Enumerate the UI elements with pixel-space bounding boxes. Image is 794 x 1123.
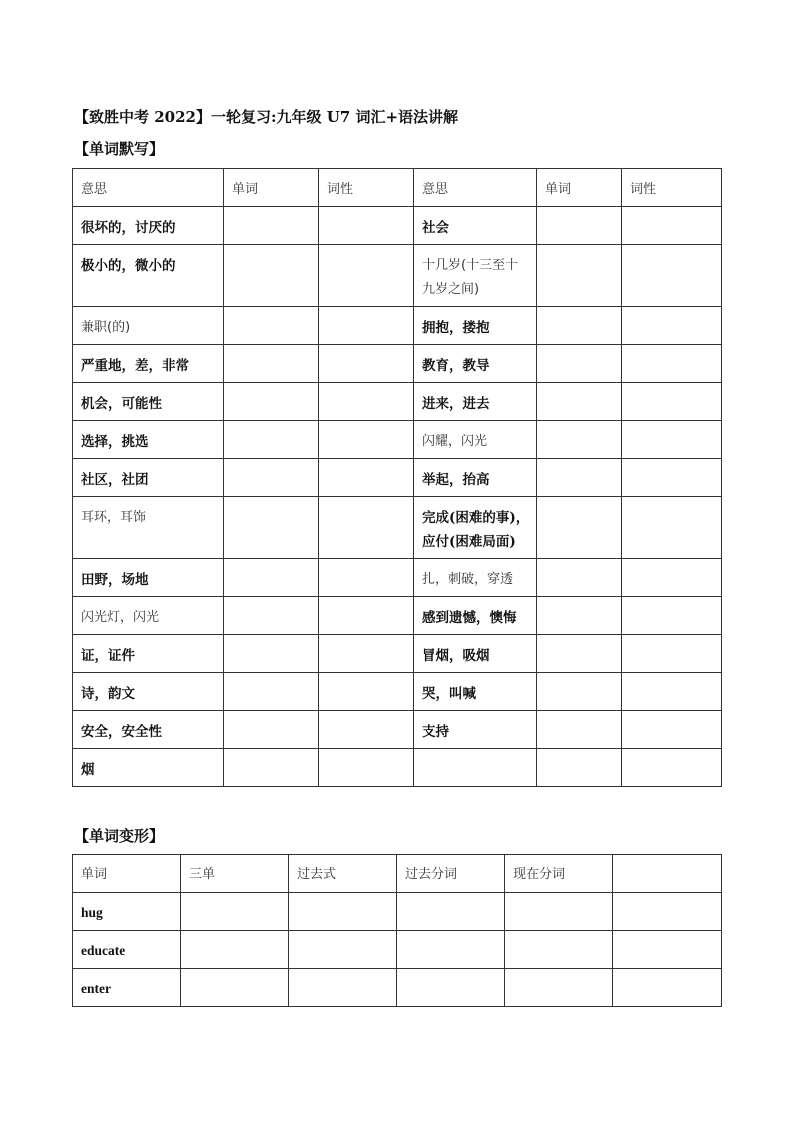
pos-answer-cell[interactable] <box>319 421 414 459</box>
meaning-cell <box>414 749 537 787</box>
meaning-cell: 闪光灯，闪光 <box>73 597 224 635</box>
word-answer-cell[interactable] <box>537 307 622 345</box>
pos-answer-cell[interactable] <box>622 307 722 345</box>
pos-answer-cell[interactable] <box>622 345 722 383</box>
answer-cell[interactable] <box>505 969 613 1007</box>
table-row <box>73 207 722 245</box>
word-answer-cell[interactable] <box>537 459 622 497</box>
header-past-participle: 过去分词 <box>397 855 505 893</box>
meaning-cell: 感到遗憾，懊悔 <box>414 597 537 635</box>
meaning-cell: 进来，进去 <box>414 383 537 421</box>
word-answer-cell[interactable] <box>537 345 622 383</box>
word-answer-cell[interactable] <box>537 559 622 597</box>
pos-answer-cell[interactable] <box>319 245 414 307</box>
meaning-cell: 教育，教导 <box>414 345 537 383</box>
pos-answer-cell[interactable] <box>319 497 414 559</box>
header-meaning: 意思 <box>73 169 224 207</box>
pos-answer-cell[interactable] <box>319 559 414 597</box>
meaning-cell: 烟 <box>73 749 224 787</box>
word-answer-cell[interactable] <box>224 245 319 307</box>
pos-answer-cell[interactable] <box>622 383 722 421</box>
table-row <box>73 421 722 459</box>
table-row <box>73 497 722 559</box>
answer-cell[interactable] <box>397 931 505 969</box>
answer-cell[interactable] <box>505 893 613 931</box>
answer-cell[interactable] <box>613 893 722 931</box>
table-row <box>73 893 722 931</box>
header-meaning: 意思 <box>414 169 537 207</box>
table-row <box>73 749 722 787</box>
pos-answer-cell[interactable] <box>622 421 722 459</box>
word-answer-cell[interactable] <box>224 345 319 383</box>
answer-cell[interactable] <box>181 893 289 931</box>
table-header-row <box>73 855 722 893</box>
header-pos: 词性 <box>319 169 414 207</box>
word-answer-cell[interactable] <box>224 307 319 345</box>
word-answer-cell[interactable] <box>224 459 319 497</box>
header-third-person-singular: 三单 <box>181 855 289 893</box>
header-past-tense: 过去式 <box>289 855 397 893</box>
meaning-cell: 兼职(的) <box>73 307 224 345</box>
document-title: 【致胜中考 2022】一轮复习:九年级 U7 词汇+语法讲解 <box>74 108 459 126</box>
answer-cell[interactable] <box>397 969 505 1007</box>
word-answer-cell[interactable] <box>224 711 319 749</box>
pos-answer-cell[interactable] <box>319 207 414 245</box>
meaning-cell: 选择，挑选 <box>73 421 224 459</box>
header-pos: 词性 <box>622 169 722 207</box>
table-row <box>73 597 722 635</box>
meaning-cell: 安全，安全性 <box>73 711 224 749</box>
word-answer-cell[interactable] <box>537 635 622 673</box>
word-answer-cell[interactable] <box>224 383 319 421</box>
word-cell: enter <box>73 969 181 1007</box>
meaning-cell: 耳环，耳饰 <box>73 497 224 559</box>
pos-answer-cell[interactable] <box>622 635 722 673</box>
pos-answer-cell[interactable] <box>319 345 414 383</box>
word-answer-cell[interactable] <box>537 673 622 711</box>
word-answer-cell[interactable] <box>224 673 319 711</box>
word-answer-cell[interactable] <box>537 597 622 635</box>
table-row <box>73 931 722 969</box>
header-word: 单词 <box>537 169 622 207</box>
table-row <box>73 635 722 673</box>
meaning-cell: 闪耀，闪光 <box>414 421 537 459</box>
word-answer-cell[interactable] <box>224 207 319 245</box>
meaning-cell: 极小的，微小的 <box>73 245 224 307</box>
word-answer-cell[interactable] <box>537 749 622 787</box>
header-blank <box>613 855 722 893</box>
meaning-cell: 很坏的，讨厌的 <box>73 207 224 245</box>
pos-answer-cell[interactable] <box>319 597 414 635</box>
answer-cell[interactable] <box>181 931 289 969</box>
pos-answer-cell[interactable] <box>622 559 722 597</box>
meaning-cell: 社区，社团 <box>73 459 224 497</box>
meaning-cell: 哭，叫喊 <box>414 673 537 711</box>
answer-cell[interactable] <box>397 893 505 931</box>
table-row <box>73 673 722 711</box>
word-answer-cell[interactable] <box>224 635 319 673</box>
pos-answer-cell[interactable] <box>622 245 722 307</box>
answer-cell[interactable] <box>181 969 289 1007</box>
answer-cell[interactable] <box>613 969 722 1007</box>
word-answer-cell[interactable] <box>537 207 622 245</box>
word-answer-cell[interactable] <box>224 497 319 559</box>
pos-answer-cell[interactable] <box>319 711 414 749</box>
table-row <box>73 711 722 749</box>
pos-answer-cell[interactable] <box>319 459 414 497</box>
vocab-dictation-table <box>72 168 722 787</box>
word-answer-cell[interactable] <box>224 421 319 459</box>
word-answer-cell[interactable] <box>537 711 622 749</box>
word-answer-cell[interactable] <box>537 497 622 559</box>
table-header-row <box>73 169 722 207</box>
meaning-cell: 举起，抬高 <box>414 459 537 497</box>
meaning-cell: 冒烟，吸烟 <box>414 635 537 673</box>
pos-answer-cell[interactable] <box>319 635 414 673</box>
meaning-cell: 社会 <box>414 207 537 245</box>
pos-answer-cell[interactable] <box>622 207 722 245</box>
answer-cell[interactable] <box>613 931 722 969</box>
meaning-cell: 证，证件 <box>73 635 224 673</box>
meaning-cell: 支持 <box>414 711 537 749</box>
pos-answer-cell[interactable] <box>319 307 414 345</box>
header-present-participle: 现在分词 <box>505 855 613 893</box>
word-answer-cell[interactable] <box>537 245 622 307</box>
table-row <box>73 383 722 421</box>
word-answer-cell[interactable] <box>537 383 622 421</box>
meaning-cell: 完成(困难的事)，应付(困难局面) <box>414 497 537 559</box>
meaning-cell: 十几岁(十三至十九岁之间) <box>414 245 537 307</box>
section-heading-dictation: 【单词默写】 <box>74 140 165 158</box>
pos-answer-cell[interactable] <box>622 459 722 497</box>
answer-cell[interactable] <box>289 969 397 1007</box>
header-word: 单词 <box>224 169 319 207</box>
word-answer-cell[interactable] <box>224 749 319 787</box>
meaning-cell: 扎，刺破，穿透 <box>414 559 537 597</box>
pos-answer-cell[interactable] <box>319 383 414 421</box>
word-answer-cell[interactable] <box>224 597 319 635</box>
answer-cell[interactable] <box>289 931 397 969</box>
header-word: 单词 <box>73 855 181 893</box>
answer-cell[interactable] <box>289 893 397 931</box>
pos-answer-cell[interactable] <box>319 673 414 711</box>
section-heading-word-forms: 【单词变形】 <box>74 827 165 845</box>
table-row <box>73 345 722 383</box>
table-row <box>73 559 722 597</box>
table-row <box>73 969 722 1007</box>
meaning-cell: 机会，可能性 <box>73 383 224 421</box>
meaning-cell: 严重地，差，非常 <box>73 345 224 383</box>
pos-answer-cell[interactable] <box>622 497 722 559</box>
word-answer-cell[interactable] <box>537 421 622 459</box>
word-answer-cell[interactable] <box>224 559 319 597</box>
word-forms-table <box>72 854 722 1007</box>
meaning-cell: 田野，场地 <box>73 559 224 597</box>
word-cell: educate <box>73 931 181 969</box>
pos-answer-cell[interactable] <box>622 597 722 635</box>
pos-answer-cell[interactable] <box>622 711 722 749</box>
table-row <box>73 307 722 345</box>
word-cell: hug <box>73 893 181 931</box>
meaning-cell: 拥抱，搂抱 <box>414 307 537 345</box>
answer-cell[interactable] <box>505 931 613 969</box>
table-row <box>73 245 722 307</box>
meaning-cell: 诗，韵文 <box>73 673 224 711</box>
pos-answer-cell[interactable] <box>622 673 722 711</box>
table-row <box>73 459 722 497</box>
pos-answer-cell[interactable] <box>622 749 722 787</box>
pos-answer-cell[interactable] <box>319 749 414 787</box>
